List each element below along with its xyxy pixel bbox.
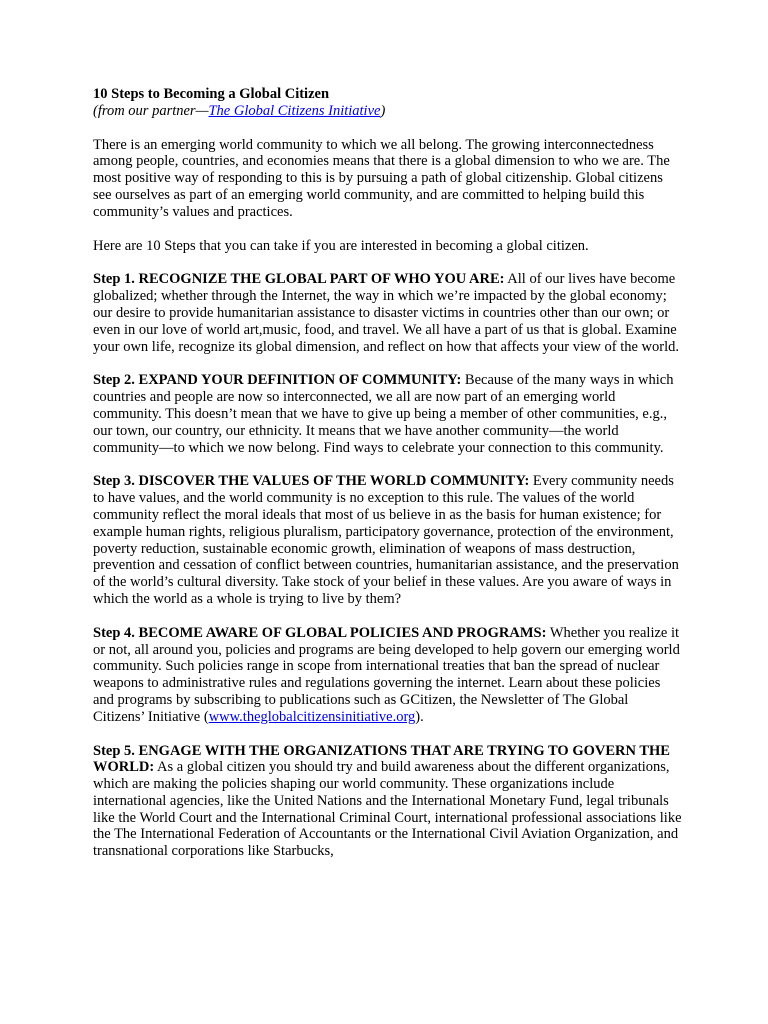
step-4-paragraph <box>93 625 683 726</box>
step-3-label: Step 3. DISCOVER THE VALUES OF THE WORLD COMMUNITY: <box>93 473 530 490</box>
partner-link[interactable]: The Global Citizens Initiative <box>208 102 381 119</box>
intro-paragraph: There is an emerging world community to which we all belong. The growing interconnectedness among people, countries, and economies means that there is a global dimension to who we are. The most positive way of responding to this is by pursuing a path of global citizenship. Global citizens see ourselves as part of an emerging world community, and are committed to helping build this community’s values and practices. <box>93 136 670 220</box>
document-subtitle <box>93 103 683 120</box>
step-2-label: Step 2. EXPAND YOUR DEFINITION OF COMMUNITY: <box>93 372 462 389</box>
step-3-text: Every community needs to have values, and the world community is no exception to this rule. The values of the world community reflect the moral ideals that most of us believe in as the basis for human existence; for example human rights, religious pluralism, participatory governance, protection of the environment, poverty reduction, sustainable economic growth, elimination of weapons of mass destruction, prevention and cessation of conflict between countries, humanitarian assistance, and the preservation of the world’s cultural diversity. Take stock of your belief in these values. Are you aware of ways in which the world as a whole is trying to live by them? <box>93 473 679 607</box>
step-2-paragraph <box>93 372 683 456</box>
document-title: 10 Steps to Becoming a Global Citizen <box>93 86 330 102</box>
step-5-paragraph <box>93 743 683 861</box>
intro-steps-paragraph: Here are 10 Steps that you can take if you are interested in becoming a global citizen. <box>93 237 589 254</box>
step-5-text: As a global citizen you should try and build awareness about the different organizations, which are making the policies shaping our world community. These organizations include international agencies, like the United Nations and the International Monetary Fund, legal tribunals like the World Court and the International Criminal Court, international professional associations like the The International Federation of Accountants or the International Civil Aviation Organization, and transnational corporations like Starbucks, <box>93 759 682 860</box>
step-3-paragraph <box>93 473 683 607</box>
document-page <box>93 86 683 877</box>
step-4-text: Whether you realize it or not, all around you, policies and programs are being developed to help govern our emerging world community. Such policies range in scope from international treaties that ban the spread of nuclear weapons to administrative rules and regulations governing the internet. Learn about these policies and programs by subscribing to publications such as GCitizen, the Newsletter of The Global Citizens’ Initiative ( <box>93 624 680 725</box>
step-4-label: Step 4. BECOME AWARE OF GLOBAL POLICIES AND PROGRAMS: <box>93 624 547 641</box>
step-1-label: Step 1. RECOGNIZE THE GLOBAL PART OF WHO YOU ARE: <box>93 271 505 288</box>
step-4-text-after: ). <box>415 708 424 725</box>
step-2-text: Because of the many ways in which countries and people are now so interconnected, we all are now part of an emerging world community. This doesn’t mean that we have to give up being a member of other communities, e.g., our town, our country, our ethnicity. It means that we have another community—the world community—to which we now belong. Find ways to celebrate your connection to this community. <box>93 372 674 456</box>
step-1-paragraph <box>93 271 683 355</box>
step-1-text: All of our lives have become globalized; whether through the Internet, the way in which we’re impacted by the global economy; our desire to provide humanitarian assistance to disaster victims in countries other than our own; or even in our love of world art,music, food, and travel. We all have a part of us that is global. Examine your own life, recognize its global dimension, and reflect on how that affects your view of the world. <box>93 271 680 355</box>
website-link[interactable]: www.theglobalcitizensinitiative.org <box>208 708 416 725</box>
subtitle-prefix: (from our partner— <box>93 102 209 119</box>
subtitle-suffix: ) <box>380 102 386 119</box>
step-5-label: Step 5. ENGAGE WITH THE ORGANIZATIONS THAT ARE TRYING TO GOVERN THE WORLD: <box>93 742 670 776</box>
